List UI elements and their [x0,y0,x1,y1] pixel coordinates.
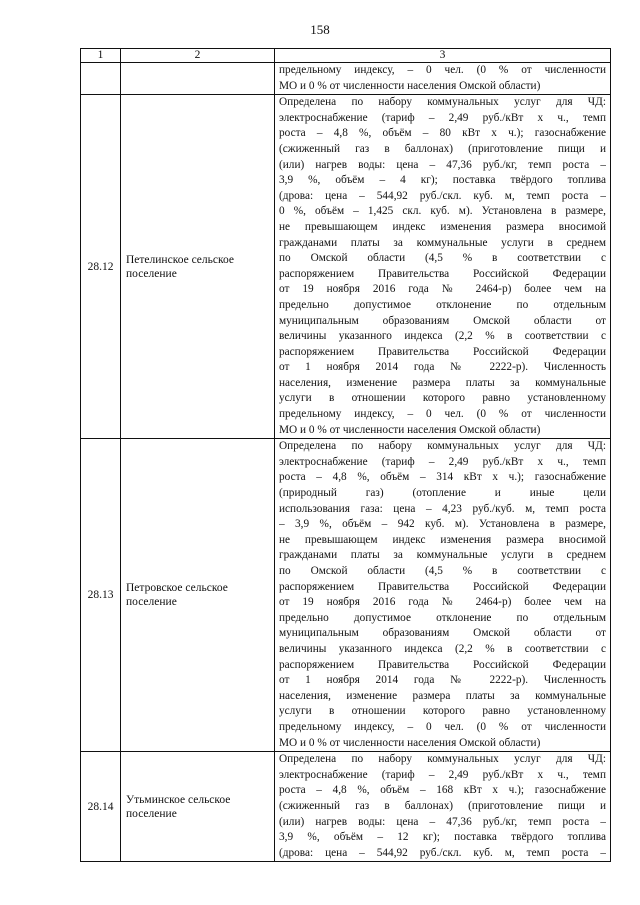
description-line: распоряжением Правительства Российской Федерации [279,345,606,358]
description-line: (дрова: цена – 544,92 руб./скл. куб. м, темп роста – [279,846,606,859]
row-number: 28.12 [81,95,121,439]
description-cell [275,95,611,439]
description-line: распоряжением Правительства Российской Федерации [279,580,606,593]
description-line: (или) нагрев воды: цена – 47,36 руб./кг, темп роста – [279,815,606,828]
description-line: электроснабжение (тариф – 2,49 руб./кВт х ч., темп [279,111,606,124]
description-line: роста – 4,8 %, объём – 314 кВт х ч.); газоснабжение [279,471,606,484]
description-line: величины указанного индекса (2,2 % в соответствии с [279,330,606,343]
description-line: гражданами платы за коммунальные услуги в среднем [279,236,606,249]
description-line: электроснабжение (тариф – 2,49 руб./кВт х ч., темп [279,455,606,468]
column-number-3: 3 [275,49,611,63]
description-line: муниципальным образованиям Омской области от [279,627,606,640]
row-number [81,63,121,95]
settlement-name: Утьминское сельское поселение [121,752,275,862]
description-cell [275,752,611,862]
description-line: распоряжением Правительства Российской Федерации [279,658,606,671]
description-line: от 1 ноября 2014 года № 2222-р). Численность [279,361,606,374]
table-body [81,63,611,862]
description-line: услуги в отношении которого равно установленному [279,392,606,405]
description-line: от 19 ноября 2016 года № 2464-р) более чем на [279,283,606,296]
description-line: электроснабжение (тариф – 2,49 руб./кВт х ч., темп [279,768,606,781]
municipal-utility-table [80,48,611,862]
table-row [81,439,611,752]
table-header-row [81,49,611,63]
column-number-1: 1 [81,49,121,63]
description-line: 0 %, объём – 1,425 скл. куб. м). Установлена в размере, [279,205,606,218]
description-line: 3,9 %, объём – 4 кг); поставка твёрдого топлива [279,174,606,187]
description-line: услуги в отношении которого равно установленному [279,705,606,718]
description-line: не превышающем индекс изменения размера вносимой [279,533,606,546]
description-line: распоряжением Правительства Российской Федерации [279,267,606,280]
description-line: Определена по набору коммунальных услуг для ЧД: [279,440,606,453]
description-line: населения, изменение размера платы за коммунальные [279,376,606,389]
description-line: гражданами платы за коммунальные услуги в среднем [279,549,606,562]
description-cell [275,439,611,752]
description-line: (природный газ) (отопление и иные цели [279,487,606,500]
table-row [81,95,611,439]
description-line: Определена по набору коммунальных услуг для ЧД: [279,753,606,766]
description-line: муниципальным образованиям Омской области от [279,314,606,327]
description-line: величины указанного индекса (2,2 % в соответствии с [279,642,606,655]
row-number: 28.13 [81,439,121,752]
table-row [81,752,611,862]
description-line: от 19 ноября 2016 года № 2464-р) более чем на [279,596,606,609]
description-line: не превышающем индекс изменения размера вносимой [279,220,606,233]
description-line: использования газа: цена – 4,23 руб./куб. м, темп роста [279,502,606,515]
page-number: 158 [310,22,330,37]
description-line: от 1 ноября 2014 года № 2222-р). Численность [279,674,606,687]
description-line: (дрова: цена – 544,92 руб./скл. куб. м, темп роста – [279,189,606,202]
description-line: Определена по набору коммунальных услуг для ЧД: [279,96,606,109]
description-line: по Омской области (4,5 % в соответствии с [279,252,606,265]
column-number-2: 2 [121,49,275,63]
description-line: предельно допустимое отклонение по отдельным [279,611,606,624]
description-line: МО и 0 % от численности населения Омской области) [279,423,541,436]
description-line: 3,9 %, объём – 12 кг); поставка твёрдого топлива [279,831,606,844]
description-line: предельно допустимое отклонение по отдельным [279,298,606,311]
settlement-name: Петровское сельское поселение [121,439,275,752]
description-line: (сжиженный газ в баллонах) (приготовление пищи и [279,142,606,155]
settlement-name [121,63,275,95]
description-line: – 3,9 %, объём – 942 куб. м). Установлена в размере, [279,518,606,531]
description-line: предельному индексу, – 0 чел. (0 % от численности [279,408,606,421]
description-line: роста – 4,8 %, объём – 80 кВт х ч.); газоснабжение [279,127,606,140]
description-cell [275,63,611,95]
description-line: роста – 4,8 %, объём – 168 кВт х ч.); газоснабжение [279,784,606,797]
settlement-name: Петелинское сельское поселение [121,95,275,439]
description-line: (сжиженный газ в баллонах) (приготовление пищи и [279,799,606,812]
row-number: 28.14 [81,752,121,862]
description-line: МО и 0 % от численности населения Омской области) [279,79,541,92]
description-line: МО и 0 % от численности населения Омской области) [279,736,541,749]
description-line: предельному индексу, – 0 чел. (0 % от численности [279,720,606,733]
description-line: населения, изменение размера платы за коммунальные [279,689,606,702]
description-line: по Омской области (4,5 % в соответствии с [279,565,606,577]
description-line: (или) нагрев воды: цена – 47,36 руб./кг, темп роста – [279,158,606,171]
table-row [81,63,611,95]
description-line: предельному индексу, – 0 чел. (0 % от численности [279,64,606,76]
